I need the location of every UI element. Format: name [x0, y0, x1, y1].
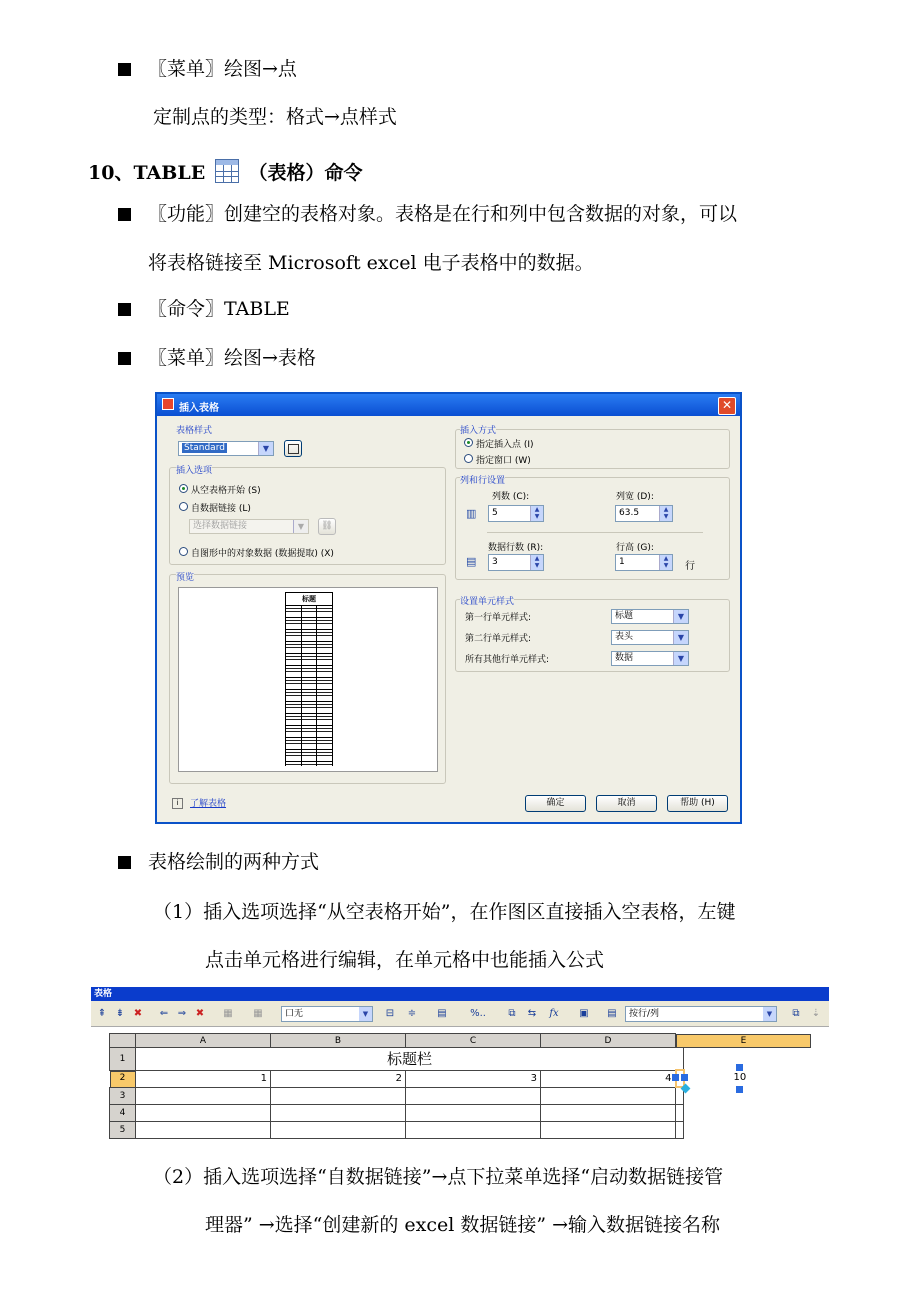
download-icon[interactable]: ⇣: [811, 1008, 821, 1019]
bullet: [118, 856, 131, 869]
info-icon: i: [172, 798, 183, 809]
table-style-select[interactable]: [178, 441, 274, 456]
cell-border-value: 口无: [285, 1009, 304, 1019]
function-line-1: [148, 202, 737, 226]
rowcol-label: 列和行设置: [460, 473, 505, 486]
table-cell[interactable]: [406, 1121, 541, 1138]
preview-column: [286, 606, 302, 766]
chevron-down-icon: ▼: [673, 631, 688, 644]
method2-line-2: 理器” →选择“创建新的 excel 数据链接” →输入数据链接名称: [205, 1214, 721, 1236]
preview-column: [302, 606, 318, 766]
column-header[interactable]: A: [136, 1034, 271, 1048]
preview-pane: [178, 587, 438, 772]
option-data-link[interactable]: 自数据链接 (L): [191, 504, 251, 514]
option-drawing-data[interactable]: 自图形中的对象数据 (数据提取) (X): [191, 549, 334, 559]
menu-table: 〖菜单〗绘图→表格: [148, 347, 316, 369]
section-heading: [88, 159, 362, 185]
method-insert-point[interactable]: 指定插入点 (I): [476, 440, 534, 450]
title-cell[interactable]: 标题栏: [136, 1048, 684, 1071]
columns-icon: ▥: [466, 507, 477, 520]
bullet: [118, 303, 131, 316]
chevron-down-icon: ▼: [258, 442, 273, 455]
table-cell[interactable]: [136, 1104, 271, 1121]
rows-icon: ▤: [466, 555, 477, 568]
col-width-value: 63.5: [619, 508, 640, 518]
chevron-down-icon: ▼: [763, 1007, 776, 1021]
preview-table: [285, 592, 333, 766]
chevron-down-icon: ▼: [359, 1007, 372, 1021]
preview-title: 标题: [286, 593, 332, 606]
menu-draw-point: 〖菜单〗绘图→点: [148, 58, 297, 80]
row-height-spinner[interactable]: [615, 554, 673, 571]
insert-row-above-icon[interactable]: ⇞: [97, 1008, 107, 1019]
align-icon[interactable]: ≑: [407, 1008, 417, 1019]
selected-cell[interactable]: [676, 1070, 747, 1087]
ok-button[interactable]: 确定: [525, 795, 586, 812]
delete-column-icon[interactable]: ✖: [195, 1008, 205, 1019]
table-cell[interactable]: 2: [271, 1070, 406, 1087]
column-header[interactable]: D: [541, 1034, 676, 1048]
insert-field-icon[interactable]: ⇆: [527, 1008, 537, 1019]
other-rows-select[interactable]: [611, 651, 689, 666]
table-cell[interactable]: [541, 1104, 676, 1121]
columns-value: 5: [492, 508, 498, 518]
table-cell[interactable]: [406, 1104, 541, 1121]
radio-insert-point[interactable]: [464, 438, 473, 447]
heading-suffix: （表格）命令: [248, 162, 363, 184]
table-cell[interactable]: [676, 1104, 684, 1121]
corner-cell: [110, 1034, 136, 1048]
bullet: [118, 352, 131, 365]
chevron-down-icon: ▼: [673, 610, 688, 623]
spin-arrows-icon: ▲ ▼: [659, 555, 672, 570]
table-toolbar: [91, 1001, 829, 1027]
row-header[interactable]: 3: [110, 1087, 136, 1104]
first-row-select[interactable]: [611, 609, 689, 624]
toolbar-title: 表格: [91, 987, 829, 1001]
table-cell[interactable]: [136, 1121, 271, 1138]
two-methods-heading: 表格绘制的两种方式: [148, 851, 320, 873]
table-cell[interactable]: [136, 1087, 271, 1104]
radio-drawing-data[interactable]: [179, 547, 188, 556]
dialog-titlebar[interactable]: [157, 394, 740, 416]
cell-style-label: 设置单元样式: [460, 594, 514, 607]
insert-method-label: 插入方式: [460, 423, 496, 436]
spin-arrows-icon: ▲ ▼: [659, 506, 672, 521]
data-link-select[interactable]: [189, 519, 309, 534]
lock-icon[interactable]: ▤: [437, 1008, 447, 1019]
insert-column-right-icon[interactable]: ⇒: [177, 1008, 187, 1019]
radio-data-link[interactable]: [179, 502, 188, 511]
table-cell[interactable]: [271, 1087, 406, 1104]
point-style-text: 定制点的类型：格式→点样式: [153, 106, 397, 128]
columns-label: 列数 (C):: [492, 492, 530, 502]
formula-icon[interactable]: fx: [549, 1008, 559, 1019]
cell-borders-icon[interactable]: ⊟: [385, 1008, 395, 1019]
table-style-value: Standard: [184, 443, 225, 453]
column-header[interactable]: E: [676, 1034, 811, 1048]
col-width-label: 列宽 (D):: [616, 492, 654, 502]
row-height-label: 行高 (G):: [616, 543, 654, 553]
row-unit: 行: [685, 561, 695, 572]
chevron-down-icon: ▼: [293, 520, 308, 533]
row-height-value: 1: [619, 557, 625, 567]
columns-spinner[interactable]: [488, 505, 544, 522]
insert-column-left-icon[interactable]: ⇐: [159, 1008, 169, 1019]
data-format-icon[interactable]: %..: [470, 1008, 486, 1019]
dialog-title: 插入表格: [179, 403, 219, 414]
table-cell[interactable]: [676, 1121, 684, 1138]
heading-prefix: 10、TABLE: [88, 162, 206, 184]
data-rows-label: 数据行数 (R):: [488, 543, 544, 553]
preview-column: [317, 606, 332, 766]
bullet: [118, 208, 131, 221]
divider: [487, 532, 703, 533]
link-direction-value: 按行/列: [629, 1009, 660, 1019]
insert-block-icon[interactable]: ⧉: [508, 1008, 516, 1019]
second-row-select[interactable]: [611, 630, 689, 645]
first-row-value: 标题: [615, 611, 634, 621]
data-link-manager-button[interactable]: [318, 518, 336, 535]
function-line-2: 将表格链接至 Microsoft excel 电子表格中的数据。: [148, 252, 594, 274]
row-header[interactable]: 4: [110, 1104, 136, 1121]
spreadsheet-grid: [109, 1033, 747, 1139]
grip-top[interactable]: [736, 1064, 743, 1071]
close-button[interactable]: ✕: [718, 397, 736, 415]
link-cell-icon[interactable]: ⧉: [792, 1008, 800, 1019]
col-width-spinner[interactable]: [615, 505, 673, 522]
method2-line-1: （2）插入选项选择“自数据链接”→点下拉菜单选择“启动数据链接管: [153, 1166, 724, 1188]
first-row-label: 第一行单元样式:: [465, 613, 532, 623]
data-rows-value: 3: [492, 557, 498, 567]
method1-line-1: （1）插入选项选择“从空表格开始”，在作图区直接插入空表格，左键: [153, 901, 736, 923]
cell-value: 10: [733, 1072, 747, 1083]
data-link-placeholder: 选择数据链接: [193, 521, 248, 531]
insert-options-label: 插入选项: [176, 463, 212, 476]
other-rows-label: 所有其他行单元样式:: [465, 655, 550, 665]
learn-table-link[interactable]: 了解表格: [190, 799, 227, 809]
chevron-down-icon: ▼: [673, 652, 688, 665]
link-direction-select[interactable]: [625, 1006, 777, 1022]
column-header[interactable]: C: [406, 1034, 541, 1048]
row-header[interactable]: 5: [110, 1121, 136, 1138]
table-style-dialog-button[interactable]: [284, 440, 302, 457]
option-empty-table[interactable]: 从空表格开始 (S): [191, 486, 261, 496]
function-label: 〖功能〗创: [148, 203, 244, 225]
help-button[interactable]: 帮助 (H): [667, 795, 728, 812]
row-header[interactable]: 1: [110, 1048, 136, 1071]
method1-line-2: 点击单元格进行编辑，在单元格中也能插入公式: [205, 949, 605, 971]
spin-arrows-icon: ▲ ▼: [530, 506, 543, 521]
grip-bottom[interactable]: [736, 1086, 743, 1093]
table-cell[interactable]: 4: [541, 1070, 676, 1087]
method-window[interactable]: 指定窗口 (W): [476, 456, 531, 466]
delete-row-icon[interactable]: ✖: [133, 1008, 143, 1019]
unmerge-cells-icon[interactable]: ▦: [253, 1008, 263, 1019]
table-cell[interactable]: [271, 1104, 406, 1121]
column-header[interactable]: B: [271, 1034, 406, 1048]
app-icon: [162, 398, 174, 410]
table-cell[interactable]: [406, 1087, 541, 1104]
table-cell[interactable]: [541, 1121, 676, 1138]
preview-label: 预览: [176, 570, 194, 583]
edit-style-icon: [288, 444, 299, 454]
cell-border-select[interactable]: [281, 1006, 373, 1022]
table-editor-screenshot: [91, 987, 829, 1150]
table-cell[interactable]: 1: [136, 1070, 271, 1087]
table-grid-icon: [215, 159, 239, 183]
function-text: 建空的表格对象。表格是在行和列中包含数据的对象，可以: [243, 203, 738, 225]
spin-arrows-icon: ▲ ▼: [530, 555, 543, 570]
link-icon: ⛓: [321, 521, 333, 531]
second-row-value: 表头: [615, 632, 634, 642]
radio-empty-table[interactable]: [179, 484, 188, 493]
bullet: [118, 63, 131, 76]
table-style-group-label: 表格样式: [176, 426, 213, 436]
table-cell[interactable]: [271, 1121, 406, 1138]
table-cell[interactable]: 3: [406, 1070, 541, 1087]
table-cell[interactable]: [541, 1087, 676, 1104]
insert-row-below-icon[interactable]: ⇟: [115, 1008, 125, 1019]
match-cell-icon[interactable]: ▣: [579, 1008, 589, 1019]
other-rows-value: 数据: [615, 653, 634, 663]
command-line: 〖命令〗TABLE: [148, 298, 290, 320]
cancel-button[interactable]: 取消: [596, 795, 657, 812]
data-rows-spinner[interactable]: [488, 554, 544, 571]
second-row-label: 第二行单元样式:: [465, 634, 532, 644]
grip-right[interactable]: [681, 1074, 688, 1081]
merge-cells-icon[interactable]: ▦: [223, 1008, 233, 1019]
row-header[interactable]: 2: [110, 1071, 136, 1088]
grip-left[interactable]: [672, 1074, 679, 1081]
table-style-icon[interactable]: ▤: [607, 1008, 617, 1019]
radio-window[interactable]: [464, 454, 473, 463]
insert-table-dialog: [155, 392, 742, 824]
